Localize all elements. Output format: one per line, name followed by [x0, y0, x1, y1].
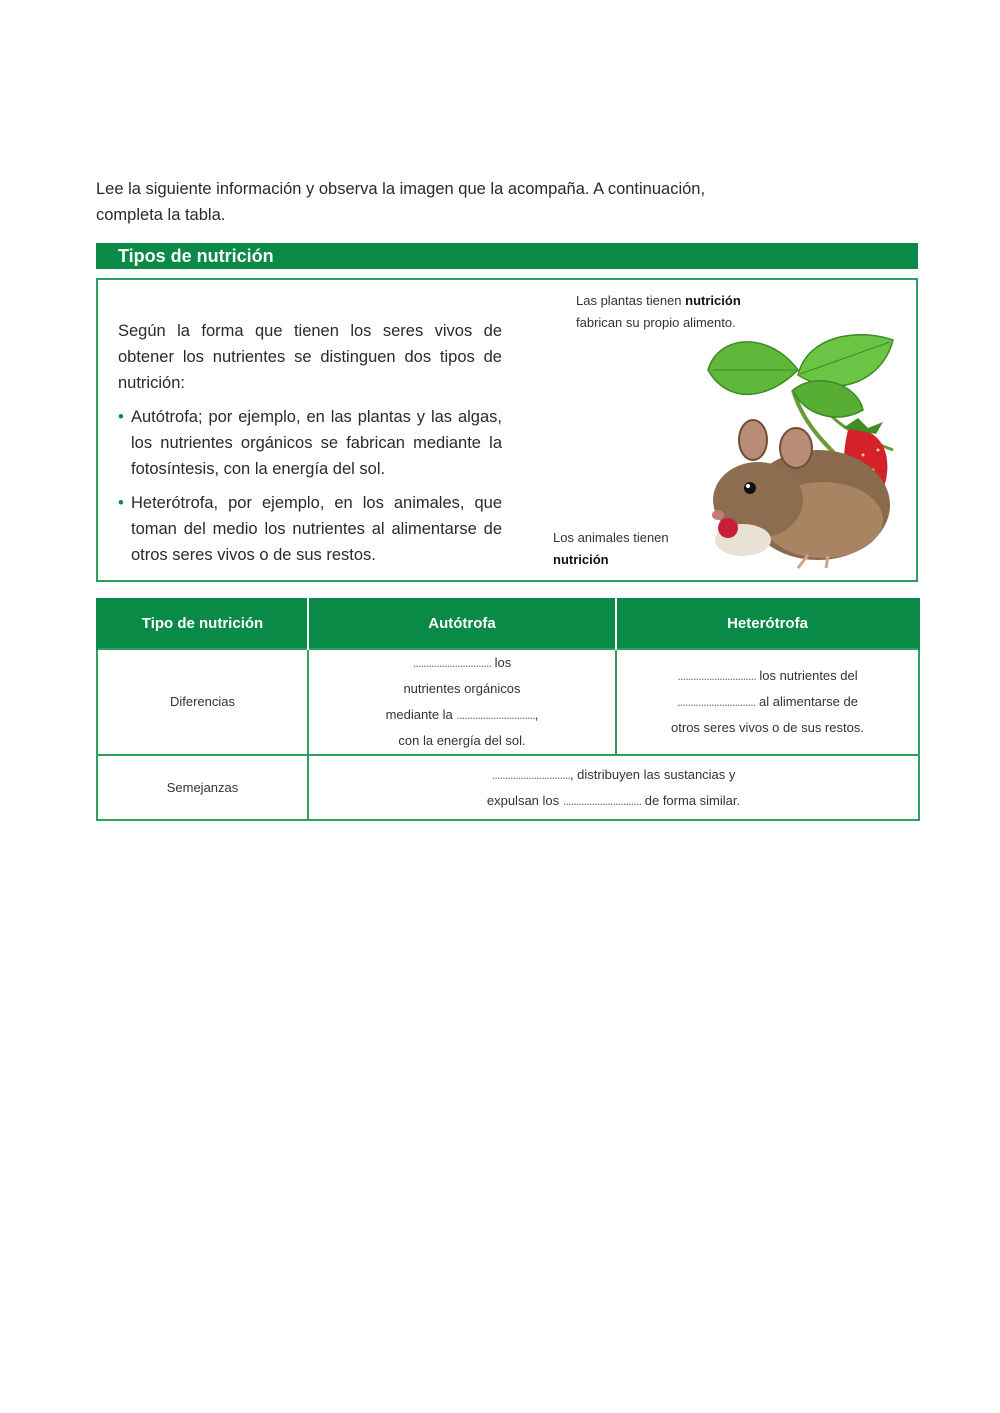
leaf-icon: [798, 335, 893, 386]
header-autotrofa: Autótrofa: [308, 598, 616, 649]
cell-heterotrofa-diferencias: .............................. los nutrientes del .............................. al alimentarse de otros seres vivos o de sus restos.: [616, 649, 919, 755]
nutrition-table: [96, 598, 920, 821]
instructions: Lee la siguiente información y observa la imagen que la acompaña. A continuación, completa la tabla.: [96, 180, 706, 224]
bullet-heterotrofa: [118, 490, 502, 568]
header-heterotrofa: Heterótrofa: [616, 598, 919, 649]
cell-autotrofa-diferencias: .............................. los nutrientes orgánicos mediante la .............................., con la energía del sol.: [308, 649, 616, 755]
row-label: Semejanzas: [97, 755, 308, 820]
table-header-row: [97, 598, 919, 649]
table-row-semejanzas: [97, 755, 919, 820]
bullet-autotrofa: [118, 404, 502, 482]
row-label: Diferencias: [97, 649, 308, 755]
bullet-text: Heterótrofa, por ejemplo, en los animales, que toman del medio los nutrientes al alimentarse de otros seres vivos o de sus restos.: [131, 494, 502, 564]
info-intro: Según la forma que tienen los seres vivos de obtener los nutrientes se distinguen dos tipos de nutrición:: [118, 322, 502, 392]
caption-plants: Las plantas tienen nutrición fabrican su propio alimento.: [576, 293, 741, 330]
info-box: [96, 278, 918, 582]
blank-field[interactable]: ..............................: [677, 694, 756, 709]
caption-animals: Los animales tienen nutrición: [553, 530, 669, 567]
leaf-icon: [708, 342, 798, 395]
blank-field[interactable]: ..............................: [677, 668, 756, 683]
info-text: [118, 318, 502, 576]
bullet-icon: •: [118, 408, 124, 426]
blank-field[interactable]: ..............................: [562, 792, 642, 808]
bullet-icon: •: [118, 494, 124, 512]
mouse-strawberry-illustration: [698, 330, 903, 570]
header-tipo: Tipo de nutrición: [97, 598, 308, 649]
bullet-text: Autótrofa; por ejemplo, en las plantas y las algas, los nutrientes orgánicos se fabrican mediante la fotosíntesis, con la energía del sol.: [131, 408, 502, 478]
blank-field[interactable]: ..............................: [491, 766, 570, 782]
section-title: Tipos de nutrición: [96, 243, 918, 269]
blank-field[interactable]: ..............................: [456, 707, 535, 722]
blank-field[interactable]: ..............................: [412, 655, 492, 670]
table-row-diferencias: [97, 649, 919, 755]
cell-semejanzas: .............................., distribuyen las sustancias y expulsan los .............................. de forma similar.: [308, 755, 919, 820]
